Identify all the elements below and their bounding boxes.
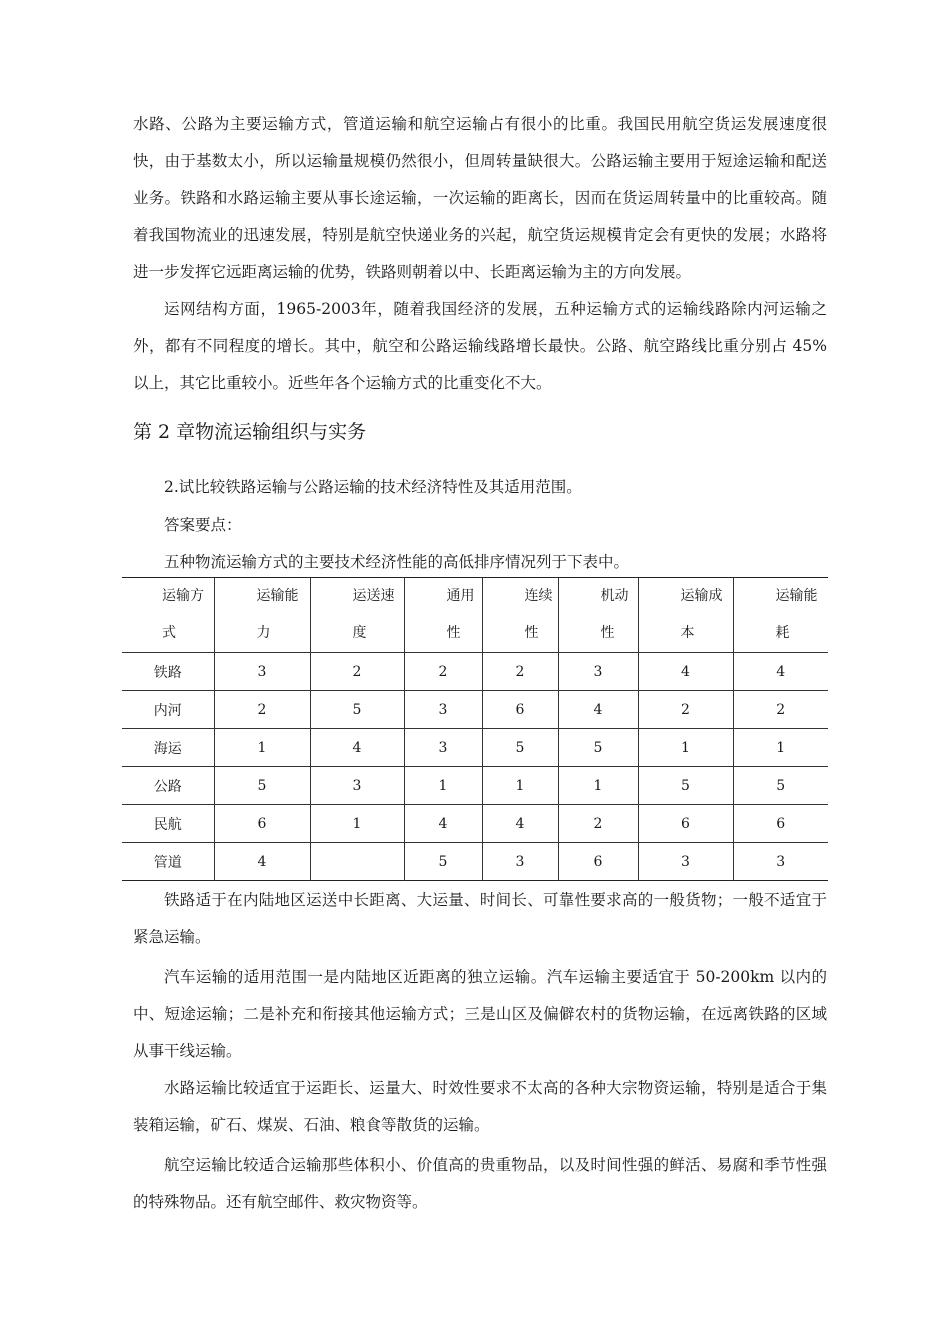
table-cell: 5 [482, 729, 558, 767]
table-cell: 2 [214, 691, 310, 729]
header-cell: 运输能力 [214, 578, 310, 653]
paragraph-waterway: 水路运输比较适宜于运距长、运量大、时效性要求不太高的各种大宗物资运输，特别是适合于集装箱运输，矿石、煤炭、石油、粮食等散货的运输。 [133, 1079, 827, 1134]
table-cell: 5 [638, 767, 733, 805]
chapter-heading: 第 2 章物流运输组织与实务 [133, 421, 367, 443]
table-cell: 3 [214, 653, 310, 691]
paragraph-network-structure: 运网结构方面，1965-2003年，随着我国经济的发展，五种运输方式的运输线路除内河运输之外，都有不同程度的增长。其中，航空和公路运输线路增长最快。公路、航空路线比重分别占 45% 以上，其它比重较小。近些年各个运输方式的比重变化不大。 [133, 300, 827, 392]
table-cell: 4 [214, 843, 310, 881]
table-cell: 6 [638, 805, 733, 843]
answer-label: 答案要点： [164, 516, 242, 534]
table-cell: 1 [404, 767, 482, 805]
header-cell: 运送速度 [310, 578, 404, 653]
paragraph-air: 航空运输比较适合运输那些体积小、价值高的贵重物品，以及时间性强的鲜活、易腐和季节性强的特殊物品。还有航空邮件、救灾物资等。 [133, 1156, 827, 1211]
table-row [122, 691, 828, 729]
row-label: 内河 [153, 702, 182, 719]
table-cell: 2 [404, 653, 482, 691]
table-cell: 2 [310, 653, 404, 691]
row-label: 铁路 [153, 664, 182, 681]
table-cell: 3 [482, 843, 558, 881]
table-cell: 6 [733, 805, 828, 843]
header-cell: 机动性 [558, 578, 638, 653]
table-cell: 2 [558, 805, 638, 843]
table-header-row [122, 578, 828, 653]
table-cell: 5 [404, 843, 482, 881]
table-cell: 4 [310, 729, 404, 767]
table-cell: 6 [482, 691, 558, 729]
table-row [122, 653, 828, 691]
row-label: 管道 [153, 854, 182, 871]
table-intro: 五种物流运输方式的主要技术经济性能的高低排序情况列于下表中。 [164, 553, 630, 571]
table-cell: 2 [733, 691, 828, 729]
transport-ranking-table [122, 577, 828, 881]
paragraph-transport-modes: 水路、公路为主要运输方式，管道运输和航空运输占有很小的比重。我国民用航空货运发展速度很快，由于基数太小，所以运输量规模仍然很小，但周转量缺很大。公路运输主要用于短途运输和配送业务。铁路和水路运输主要从事长途运输，一次运输的距离长，因而在货运周转量中的比重较高。随着我国物流业的迅速发展，特别是航空快递业务的兴起，航空货运规模肯定会有更快的发展；水路将进一步发挥它远距离运输的优势，铁路则朝着以中、长距离运输为主的方向发展。 [133, 115, 827, 281]
table-cell: 6 [558, 843, 638, 881]
question-text: 2.试比较铁路运输与公路运输的技术经济特性及其适用范围。 [164, 478, 582, 496]
header-cell: 通用性 [404, 578, 482, 653]
paragraph-road: 汽车运输的适用范围一是内陆地区近距离的独立运输。汽车运输主要适宜于 50-200km 以内的中、短途运输；二是补充和衔接其他运输方式；三是山区及偏僻农村的货物运输，在远离铁路的区域从事干线运输。 [133, 968, 827, 1060]
table-cell: 3 [638, 843, 733, 881]
table-cell: 6 [214, 805, 310, 843]
row-label: 民航 [153, 816, 182, 833]
table-cell: 1 [638, 729, 733, 767]
table-cell: 1 [558, 767, 638, 805]
table-cell: 4 [482, 805, 558, 843]
row-label: 公路 [153, 778, 182, 795]
table-cell: 2 [482, 653, 558, 691]
table-cell: 3 [558, 653, 638, 691]
table-cell: 4 [404, 805, 482, 843]
header-cell: 连续性 [482, 578, 558, 653]
table-cell: 3 [404, 729, 482, 767]
row-label: 海运 [153, 740, 182, 757]
table-cell: 5 [733, 767, 828, 805]
header-cell: 运输能耗 [733, 578, 828, 653]
table-row [122, 843, 828, 881]
table-cell: 4 [733, 653, 828, 691]
table-row [122, 767, 828, 805]
table-cell: 4 [638, 653, 733, 691]
table-cell: 2 [638, 691, 733, 729]
table-cell: 1 [214, 729, 310, 767]
table-cell: 1 [733, 729, 828, 767]
header-cell: 运输成本 [638, 578, 733, 653]
table-cell: 3 [404, 691, 482, 729]
table-cell: 5 [558, 729, 638, 767]
table-cell: 3 [733, 843, 828, 881]
paragraph-railway: 铁路适于在内陆地区运送中长距离、大运量、时间长、可靠性要求高的一般货物；一般不适宜于紧急运输。 [133, 891, 827, 946]
table-cell: 4 [558, 691, 638, 729]
table-cell [310, 843, 404, 881]
table-cell: 5 [214, 767, 310, 805]
table-cell: 3 [310, 767, 404, 805]
header-cell: 运输方式 [162, 588, 204, 641]
table-cell: 1 [310, 805, 404, 843]
table-row [122, 805, 828, 843]
table-cell: 1 [482, 767, 558, 805]
table-cell: 5 [310, 691, 404, 729]
table-row [122, 729, 828, 767]
